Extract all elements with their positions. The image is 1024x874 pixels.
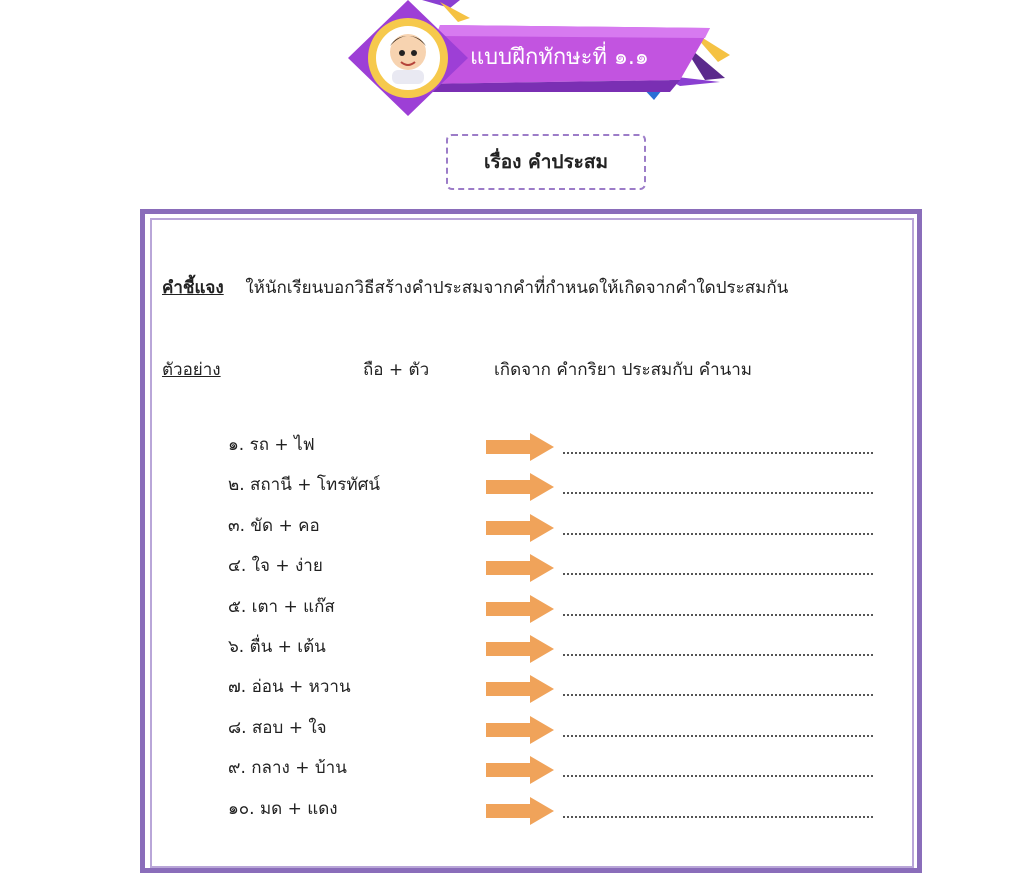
- instructions-text: ให้นักเรียนบอกวิธีสร้างคำประสมจากคำที่กำหนดให้เกิดจากคำใดประสมกัน: [245, 278, 789, 298]
- exercise-item-text: ๓. ขัด + คอ: [228, 515, 320, 536]
- instructions-label: คำชี้แจง: [162, 278, 224, 298]
- answer-line[interactable]: [563, 531, 873, 535]
- exercise-item-text: ๔. ใจ + ง่าย: [228, 556, 323, 577]
- example-label: ตัวอย่าง: [162, 360, 221, 380]
- exercise-item-text: ๕. เตา + แก๊ส: [228, 596, 335, 617]
- arrow-right-icon: [486, 675, 554, 703]
- instructions: [162, 274, 902, 302]
- topic-title: เรื่อง คำประสม: [484, 151, 608, 173]
- exercise-item-text: ๘. สอบ + ใจ: [228, 717, 327, 738]
- arrow-right-icon: [486, 554, 554, 582]
- arrow-right-icon: [486, 716, 554, 744]
- exercise-item-text: ๑๐. มด + แดง: [228, 798, 338, 819]
- answer-line[interactable]: [563, 571, 873, 575]
- arrow-right-icon: [486, 797, 554, 825]
- answer-line[interactable]: [563, 692, 873, 696]
- answer-line[interactable]: [563, 612, 873, 616]
- exercise-item-text: ๙. กลาง + บ้าน: [228, 758, 347, 779]
- arrow-right-icon: [486, 514, 554, 542]
- exercise-item-text: ๖. ตื่น + เต้น: [228, 637, 326, 657]
- answer-line[interactable]: [563, 652, 873, 656]
- answer-line[interactable]: [563, 773, 873, 777]
- banner-title: แบบฝึกทักษะที่ ๑.๑: [470, 45, 649, 70]
- arrow-right-icon: [486, 473, 554, 501]
- answer-line[interactable]: [563, 490, 873, 494]
- exercise-item-text: ๒. สถานี + โทรทัศน์: [228, 475, 380, 496]
- topic-box: [446, 134, 646, 190]
- answer-line[interactable]: [563, 450, 873, 454]
- arrow-right-icon: [486, 433, 554, 461]
- arrow-right-icon: [486, 595, 554, 623]
- answer-line[interactable]: [563, 733, 873, 737]
- example-result: เกิดจาก คำกริยา ประสมกับ คำนาม: [494, 360, 753, 380]
- exercise-item-text: ๗. อ่อน + หวาน: [228, 677, 351, 698]
- example-words: ถือ + ตัว: [363, 360, 430, 380]
- arrow-right-icon: [486, 756, 554, 784]
- exercise-item-text: ๑. รถ + ไฟ: [228, 435, 315, 455]
- answer-line[interactable]: [563, 814, 873, 818]
- arrow-right-icon: [486, 635, 554, 663]
